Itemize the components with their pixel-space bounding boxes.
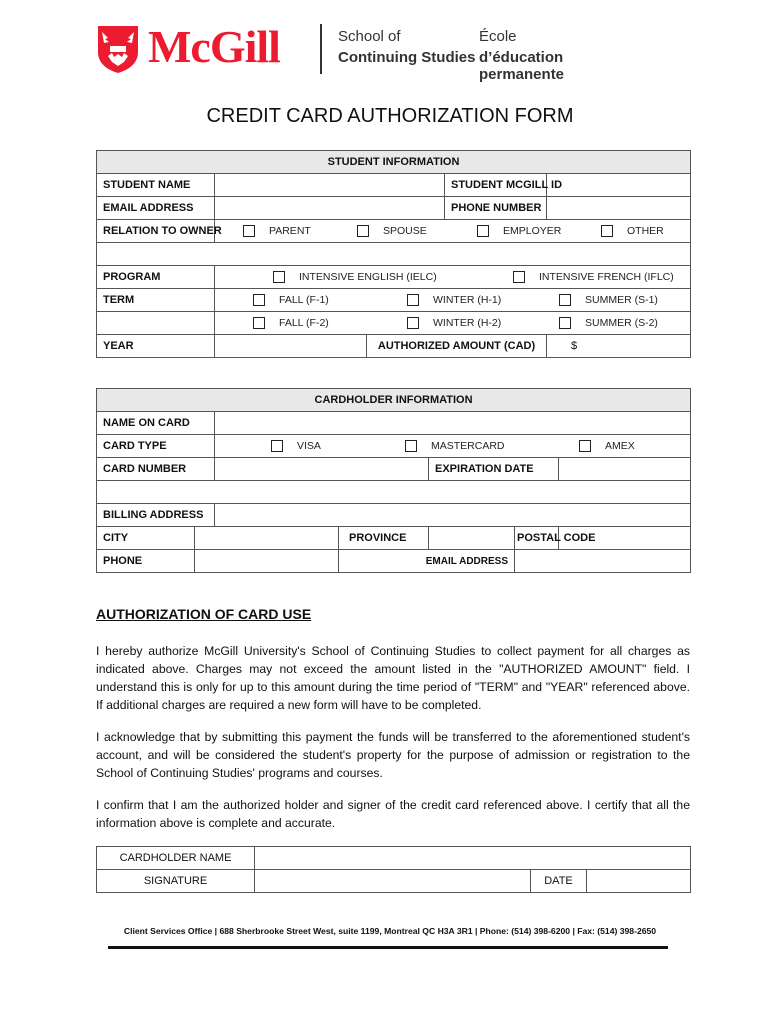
amount-field[interactable] [547,335,691,358]
program-options [215,266,691,289]
term-f2-checkbox[interactable] [253,317,265,329]
date-label: DATE [531,870,587,893]
name-on-card-field[interactable] [215,412,691,435]
program-ielc-checkbox[interactable] [273,271,285,283]
cardholder-name-field[interactable] [255,847,691,870]
cardholder-email-field[interactable] [515,550,691,573]
dollar-sign: $ [571,340,578,352]
phone-label: PHONE NUMBER [445,197,547,220]
term-f1-label: FALL (F-1) [279,294,329,307]
form-title: CREDIT CARD AUTHORIZATION FORM [206,105,574,127]
term-s1-label: SUMMER (S-1) [585,294,658,307]
card-type-label: CARD TYPE [97,435,215,458]
expiration-label: EXPIRATION DATE [429,458,559,481]
year-label: YEAR [97,335,215,358]
school-en-line1: School of [338,28,401,45]
signature-table [96,846,691,893]
mcgill-logo [96,21,636,83]
relation-employer-checkbox[interactable] [477,225,489,237]
relation-employer-label: EMPLOYER [503,225,562,238]
term-s2-checkbox[interactable] [559,317,571,329]
term-label: TERM [97,289,215,312]
name-on-card-label: NAME ON CARD [97,412,215,435]
logo-divider [320,24,322,74]
cardholder-email-label: EMAIL ADDRESS [339,550,515,573]
authorization-paragraph-3: I confirm that I am the authorized holder and signer of the credit card referenced above. I certify that all the information above is complete and accurate. [96,798,690,830]
program-iflc-label: INTENSIVE FRENCH (IFLC) [539,271,674,284]
term-h1-checkbox[interactable] [407,294,419,306]
relation-other-label: OTHER [627,225,664,238]
brand-wordmark: McGill [148,21,280,72]
card-number-field[interactable] [215,458,429,481]
program-iflc-checkbox[interactable] [513,271,525,283]
term-f2-label: FALL (F-2) [279,317,329,330]
term-h2-label: WINTER (H-2) [433,317,502,330]
term-options-row2 [215,312,691,335]
card-type-options [215,435,691,458]
cardholder-phone-label: PHONE [97,550,195,573]
relation-spouse-checkbox[interactable] [357,225,369,237]
billing-address-label: BILLING ADDRESS [97,504,215,527]
student-id-field[interactable] [547,174,691,197]
card-spacer-row [97,481,691,504]
term-row2-blank [97,312,215,335]
relation-spouse-label: SPOUSE [383,225,427,238]
footer-contact: Client Services Office | 688 Sherbrooke Street West, suite 1199, Montreal QC H3A 3R1 | Phone: (514) 398-6200 | Fax: (514) 398-2650 [123,926,657,936]
mastercard-label: MASTERCARD [431,440,505,453]
email-label: EMAIL ADDRESS [97,197,215,220]
authorization-paragraph-1: I hereby authorize McGill University's School of Continuing Studies to collect payment for all charges as indicated above. Charges may not exceed the amount listed in the "AUTHORIZED AMOUNT" field. I understand this is only for up to this amount during the time period of "TERM" and "YEAR" referenced above. If additional charges are required a new form will have to be completed. [96,644,690,712]
relation-other-checkbox[interactable] [601,225,613,237]
school-fr-line2: d’éducation permanente [479,49,565,83]
cardholder-phone-field[interactable] [195,550,339,573]
province-field[interactable] [429,527,515,550]
term-s1-checkbox[interactable] [559,294,571,306]
program-ielc-label: INTENSIVE ENGLISH (IELC) [299,271,437,284]
date-field[interactable] [587,870,691,893]
expiration-field[interactable] [559,458,691,481]
signature-label: SIGNATURE [97,870,255,893]
cardholder-name-label: CARDHOLDER NAME [97,847,255,870]
relation-parent-checkbox[interactable] [243,225,255,237]
cardholder-information-table [96,388,691,573]
phone-field[interactable] [547,197,691,220]
card-number-label: CARD NUMBER [97,458,215,481]
city-label: CITY [97,527,195,550]
cardholder-section-header: CARDHOLDER INFORMATION [97,389,691,412]
amount-label: AUTHORIZED AMOUNT (CAD) [367,335,547,358]
spacer-row [97,243,691,266]
city-field[interactable] [195,527,339,550]
visa-label: VISA [297,440,321,453]
year-field[interactable] [215,335,367,358]
program-label: PROGRAM [97,266,215,289]
province-label: PROVINCE [339,527,429,550]
term-h1-label: WINTER (H-1) [433,294,502,307]
term-h2-checkbox[interactable] [407,317,419,329]
student-name-field[interactable] [215,174,445,197]
signature-field[interactable] [255,870,531,893]
authorization-paragraph-2: I acknowledge that by submitting this payment the funds will be transferred to the aforementioned student's account, and will be considered the student's property for the purpose of admission or registration to the School of Continuing Studies' programs and courses. [96,730,690,780]
student-name-label: STUDENT NAME [97,174,215,197]
term-s2-label: SUMMER (S-2) [585,317,658,330]
school-fr-line1: École [479,28,517,45]
student-section-header: STUDENT INFORMATION [97,151,691,174]
mcgill-crest-icon [96,24,140,74]
relation-label: RELATION TO OWNER [97,220,215,243]
amex-checkbox[interactable] [579,440,591,452]
student-information-table [96,150,691,358]
footer-rule [108,946,668,949]
postal-code-label: POSTAL CODE [515,527,559,550]
amex-label: AMEX [605,440,635,453]
relation-parent-label: PARENT [269,225,311,238]
billing-address-field[interactable] [215,504,691,527]
authorization-heading: AUTHORIZATION OF CARD USE [96,606,312,622]
student-id-label: STUDENT MCGILL ID [445,174,547,197]
visa-checkbox[interactable] [271,440,283,452]
relation-options [215,220,691,243]
email-field[interactable] [215,197,445,220]
term-f1-checkbox[interactable] [253,294,265,306]
term-options-row1 [215,289,691,312]
mastercard-checkbox[interactable] [405,440,417,452]
school-en-line2: Continuing Studies [338,49,476,66]
